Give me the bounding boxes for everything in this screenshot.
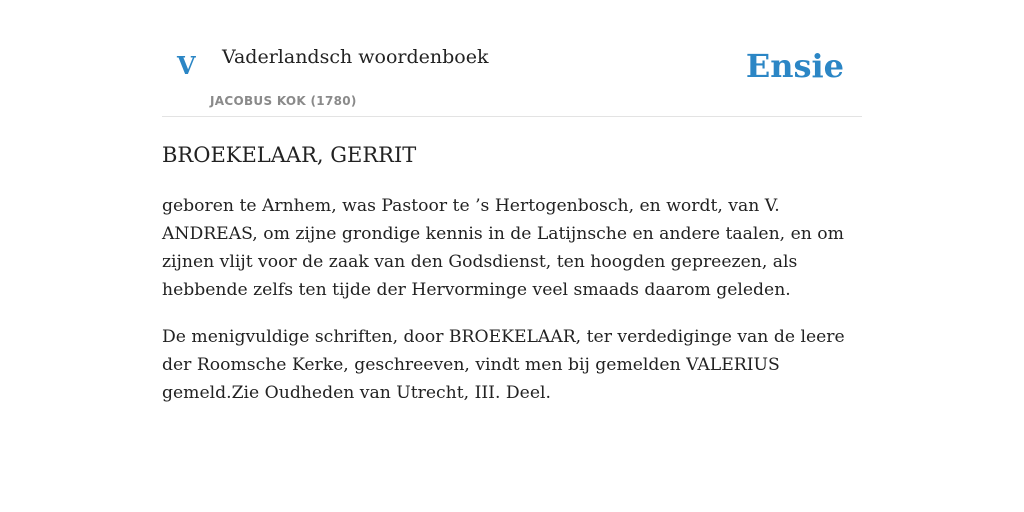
- entry-paragraph: geboren te Arnhem, was Pastoor te ’s Hertogenbosch, en wordt, van V. ANDREAS, om zijne grondige kennis in de Latijnsche en andere taalen, en om zijnen vlijt voor de zaak van den Godsdienst, ten hoogden gepreezen, als hebbende zelfs ten tijde der Hervorminge veel smaads daarom geleden.: [162, 196, 844, 300]
- book-header: [162, 0, 862, 117]
- book-author: JACOBUS KOK (1780): [210, 94, 357, 108]
- entry-title: BROEKELAAR, GERRIT: [162, 143, 417, 167]
- article: [162, 140, 862, 407]
- book-letter-icon[interactable]: V: [177, 51, 196, 80]
- entry-paragraph: De menigvuldige schriften, door BROEKELAAR, ter verdediginge van de leere der Roomsche Kerke, geschreeven, vindt men bij gemelden VALERIUS gemeld.Zie Oudheden van Utrecht, III. Deel.: [162, 327, 845, 403]
- book-title-link[interactable]: Vaderlandsch woordenboek: [222, 46, 489, 68]
- ensie-logo[interactable]: Ensie: [745, 47, 844, 85]
